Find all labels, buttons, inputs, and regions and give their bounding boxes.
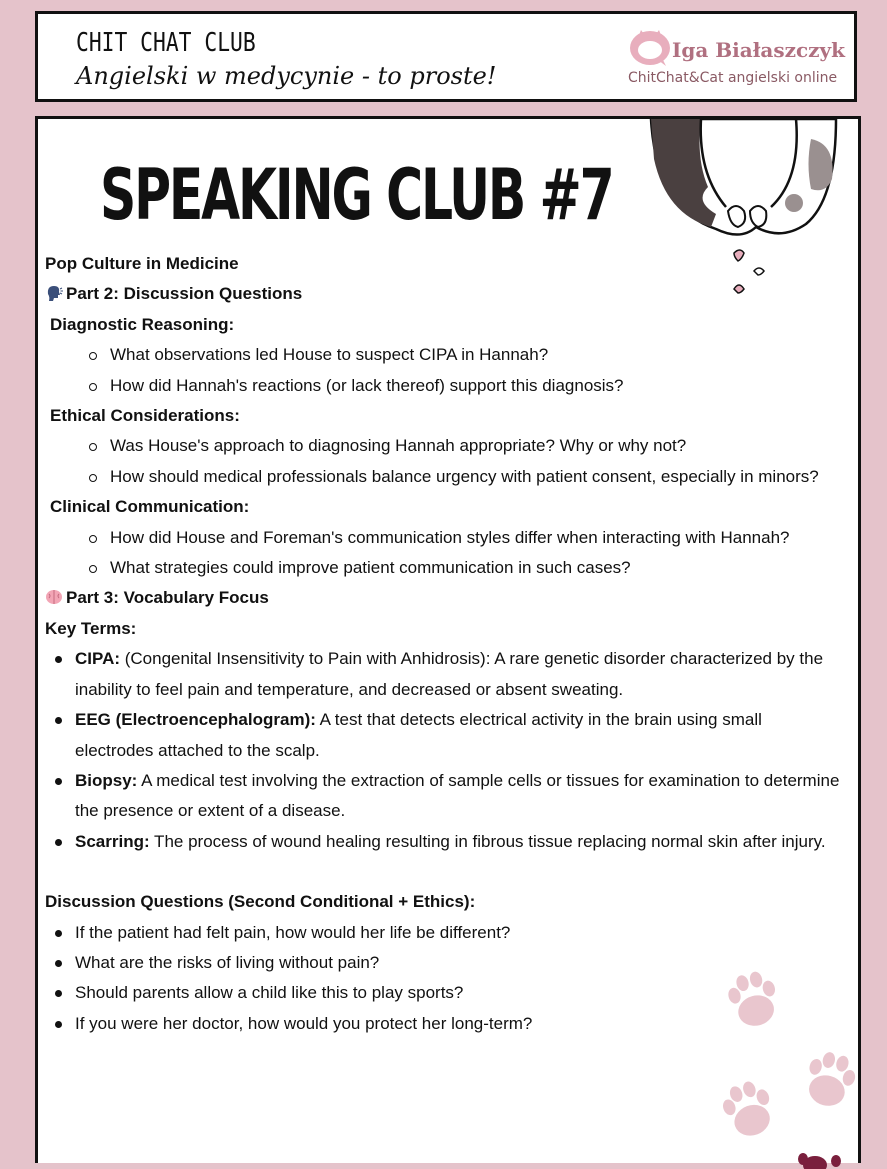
term-definition: A test that detects electrical activity in the brain using small electrodes attached to the scalp.: [75, 710, 762, 760]
key-terms-label: Key Terms:: [45, 618, 137, 638]
list-item: How should medical professionals balance urgency with patient consent, especially in minors?: [110, 462, 845, 492]
list-item: Should parents allow a child like this to play sports?: [75, 978, 845, 1008]
group-title: Diagnostic Reasoning:: [50, 314, 235, 334]
brain-icon: [45, 588, 63, 606]
question-list: [45, 340, 845, 401]
list-item: What strategies could improve patient communication in such cases?: [110, 553, 845, 583]
content: [45, 249, 845, 1039]
question-list: [45, 431, 845, 492]
term-item: [75, 644, 845, 705]
speaking-head-icon: [45, 284, 63, 302]
term-definition: (Congenital Insensitivity to Pain with Anhidrosis): A rare genetic disorder characterized by the inability to feel pain and temperature, and decreased or absent sweating.: [75, 649, 824, 699]
list-item: If you were her doctor, how would you protect her long-term?: [75, 1009, 845, 1039]
part2-heading-text: Part 2: Discussion Questions: [66, 284, 303, 304]
main-content-box: [35, 116, 861, 1163]
term-name: CIPA:: [75, 649, 121, 669]
term-name: EEG (Electroencephalogram):: [75, 710, 316, 730]
list-item: Was House's approach to diagnosing Hannah appropriate? Why or why not?: [110, 431, 845, 461]
group-title: Clinical Communication:: [50, 497, 250, 517]
list-item: How did House and Foreman's communication styles differ when interacting with Hannah?: [110, 523, 845, 553]
paw-prints-icon: [708, 959, 858, 1169]
logo-tagline: ChitChat&Cat angielski online: [628, 70, 838, 86]
part3-heading-text: Part 3: Vocabulary Focus: [66, 588, 269, 608]
logo: [628, 28, 853, 90]
list-item: What observations led House to suspect CIPA in Hannah?: [110, 340, 845, 370]
term-definition: The process of wound healing resulting in fibrous tissue replacing normal skin after injury.: [149, 831, 826, 851]
logo-name: Iga Białaszczyk: [672, 38, 846, 62]
term-item: [75, 705, 845, 766]
group-title: Ethical Considerations:: [50, 406, 240, 426]
header-box: [35, 11, 857, 102]
term-item: [75, 766, 845, 827]
page-title: SPEAKING CLUB #7: [100, 154, 613, 236]
terms-list: [45, 644, 845, 857]
part3-heading: [45, 583, 845, 613]
list-item: If the patient had felt pain, how would her life be different?: [75, 918, 845, 948]
term-definition: A medical test involving the extraction of sample cells or tissues for examination to determine the presence or extent of a disease.: [75, 770, 840, 821]
list-item: What are the risks of living without pain?: [75, 948, 845, 978]
discussion-heading: Discussion Questions (Second Conditional + Ethics):: [45, 892, 476, 912]
cat-logo-icon: [628, 28, 672, 68]
term-item: [75, 827, 845, 857]
header-subtitle: Angielski w medycynie - to proste!: [76, 62, 497, 90]
part2-heading: [45, 279, 845, 309]
list-item: How did Hannah's reactions (or lack thereof) support this diagnosis?: [110, 371, 845, 401]
term-name: Scarring:: [75, 831, 150, 851]
term-name: Biopsy:: [75, 770, 138, 790]
question-list: [45, 523, 845, 584]
club-name: CHIT CHAT CLUB: [76, 28, 256, 58]
topic-heading: Pop Culture in Medicine: [45, 254, 239, 273]
